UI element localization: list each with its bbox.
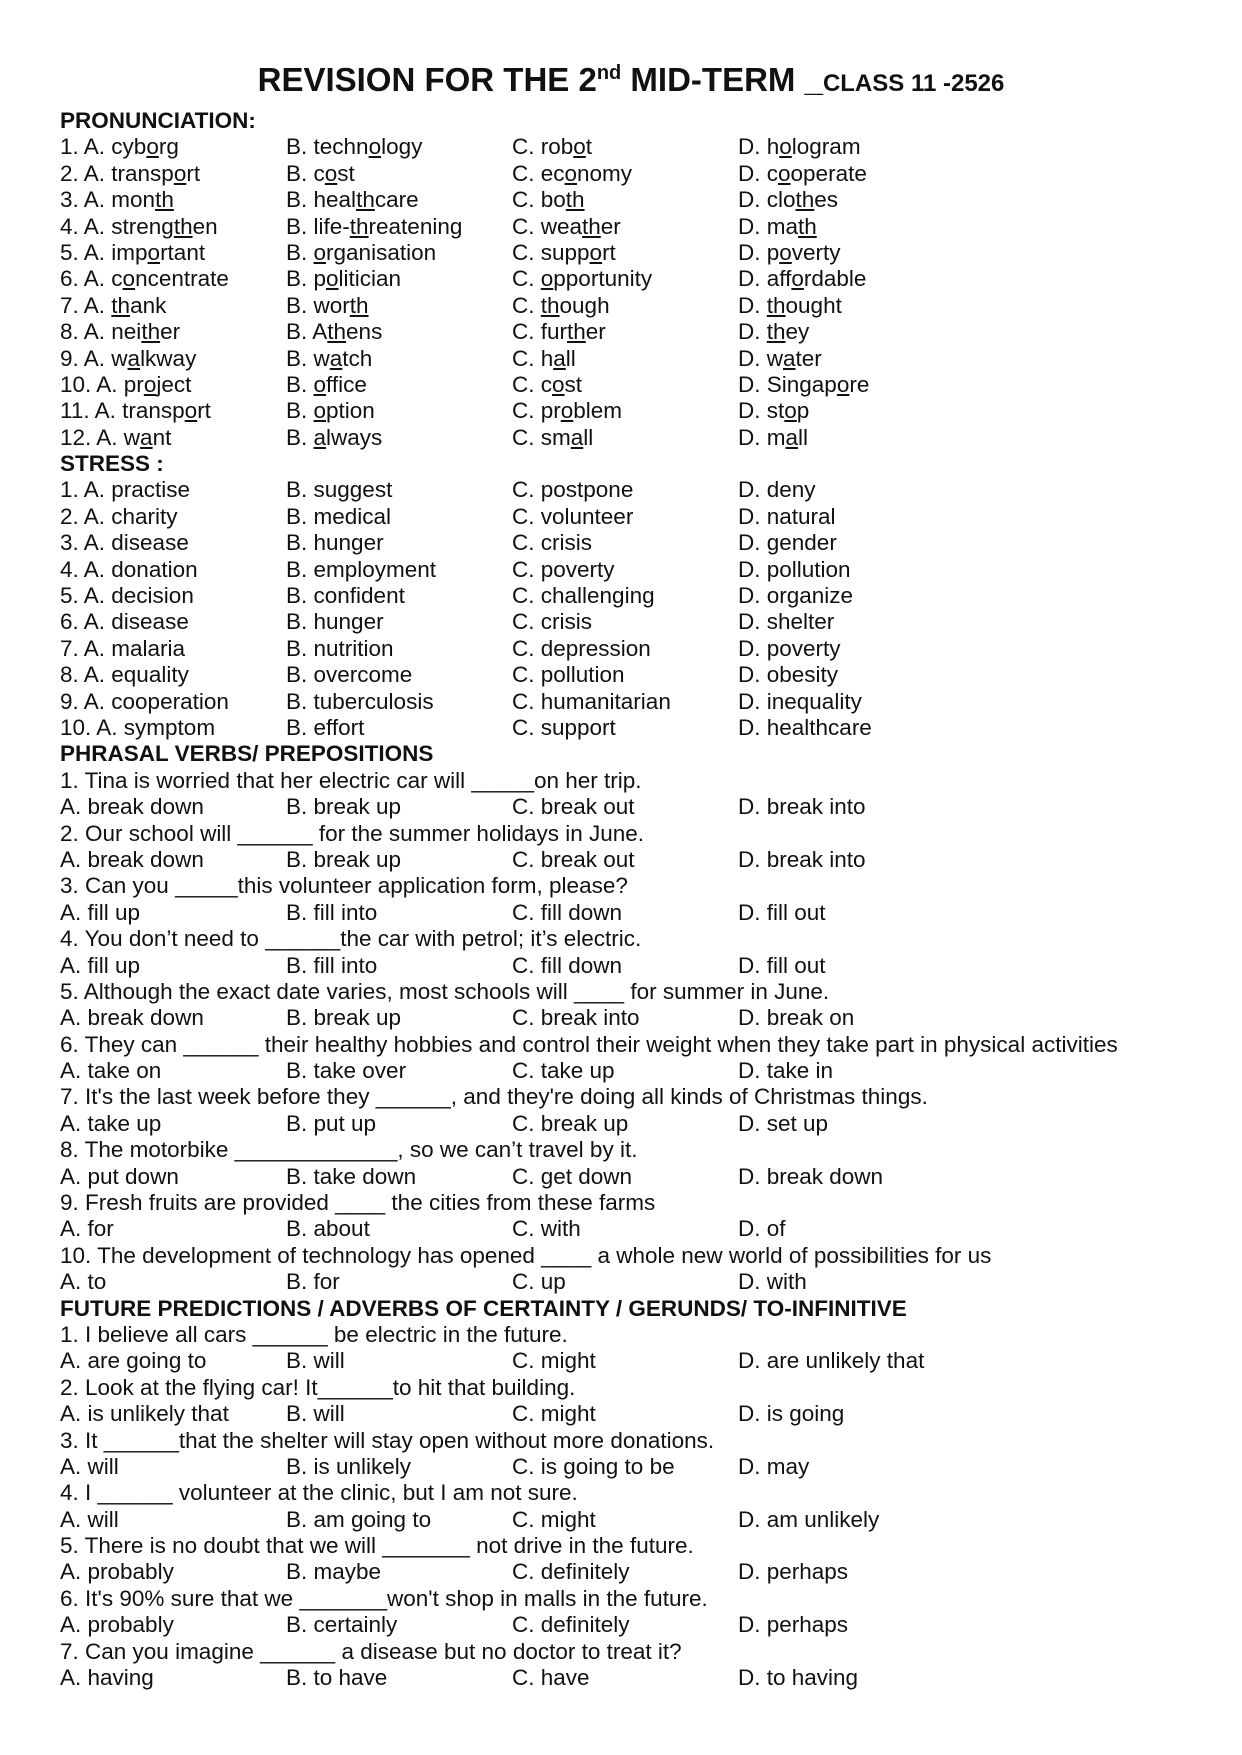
- options-row: [60, 1454, 1202, 1480]
- option: C. up: [512, 1269, 566, 1295]
- option: A. fill up: [60, 952, 141, 978]
- option: C. volunteer: [512, 503, 634, 529]
- option: C. though: [512, 292, 610, 318]
- option: D. is going: [738, 1401, 845, 1427]
- option: C. crisis: [512, 530, 592, 556]
- options-row: [60, 1348, 1202, 1374]
- question-text: 2. Look at the flying car! It______to hit that building.: [60, 1374, 576, 1400]
- option: B. will: [286, 1348, 345, 1374]
- options-row: [60, 953, 1202, 979]
- option: C. break out: [512, 794, 635, 820]
- option: D. healthcare: [738, 714, 872, 740]
- options-row: [60, 1005, 1202, 1031]
- title-main: REVISION FOR THE 2: [257, 61, 597, 98]
- options-row: [60, 372, 1202, 398]
- option: D. shelter: [738, 609, 835, 635]
- option: B. employment: [286, 556, 437, 582]
- options-row: [60, 477, 1202, 503]
- option: C. support: [512, 239, 616, 265]
- option: B. take down: [286, 1163, 417, 1189]
- option: A. will: [60, 1453, 119, 1479]
- underlined-letters: th: [565, 187, 585, 213]
- option: A. put down: [60, 1163, 179, 1189]
- options-row: [60, 1111, 1202, 1137]
- option: C. small: [512, 424, 594, 450]
- option: D. gender: [738, 530, 837, 556]
- option: A. break down: [60, 1005, 204, 1031]
- option: C. fill down: [512, 952, 623, 978]
- underlined-letters: o: [147, 239, 161, 265]
- option: C. is going to be: [512, 1453, 675, 1479]
- option: D. they: [738, 319, 810, 345]
- option: 11. A. transport: [60, 398, 211, 424]
- underlined-letters: th: [766, 319, 786, 345]
- option: B. am going to: [286, 1506, 432, 1532]
- option: D. organize: [738, 583, 854, 609]
- option: D. take in: [738, 1058, 834, 1084]
- option: B. about: [286, 1216, 370, 1242]
- option: A. take up: [60, 1110, 162, 1136]
- option: C. might: [512, 1506, 596, 1532]
- underlined-letters: a: [127, 345, 141, 371]
- underlined-letters: th: [141, 319, 161, 345]
- underlined-letters: o: [368, 134, 382, 160]
- underlined-letters: th: [798, 213, 817, 239]
- option: B. life-threatening: [286, 213, 463, 239]
- options-row: [60, 715, 1202, 741]
- question-text: 10. The development of technology has opened ____ a whole new world of possibilities for us: [60, 1242, 992, 1268]
- option: B. politician: [286, 266, 402, 292]
- option: C. problem: [512, 398, 623, 424]
- option: C. break out: [512, 846, 635, 872]
- option: D. stop: [738, 398, 810, 424]
- option: B. fill into: [286, 899, 378, 925]
- option: C. pollution: [512, 662, 625, 688]
- option: C. cost: [512, 371, 583, 397]
- option: D. of: [738, 1216, 786, 1242]
- option: B. for: [286, 1269, 340, 1295]
- question-text: 5. There is no doubt that we will _______ not drive in the future.: [60, 1533, 694, 1559]
- option: B. technology: [286, 134, 423, 160]
- option: A. probably: [60, 1559, 174, 1585]
- underlined-letters: th: [540, 292, 560, 318]
- option: D. perhaps: [738, 1612, 849, 1638]
- option: C. with: [512, 1216, 581, 1242]
- option: A. having: [60, 1665, 154, 1691]
- underlined-letters: th: [356, 187, 375, 213]
- options-row: [60, 293, 1202, 319]
- underlined-letters: o: [560, 398, 574, 424]
- underlined-letters: o: [552, 371, 565, 397]
- page-title: [60, 56, 1202, 108]
- underlined-letters: a: [570, 424, 584, 450]
- option: B. overcome: [286, 662, 413, 688]
- question-text: 8. The motorbike _____________, so we can’t travel by it.: [60, 1137, 638, 1163]
- option: B. organisation: [286, 239, 437, 265]
- option: 8. A. equality: [60, 662, 189, 688]
- option: A. fill up: [60, 899, 141, 925]
- option: B. suggest: [286, 477, 393, 503]
- underlined-letters: a: [785, 424, 799, 450]
- underlined-letters: th: [766, 292, 786, 318]
- option: D. break on: [738, 1005, 855, 1031]
- option: C. support: [512, 714, 616, 740]
- question-text: 6. They can ______ their healthy hobbies and control their weight when they take part in physical activities: [60, 1031, 1118, 1057]
- options-row: [60, 187, 1202, 213]
- stress-list: [60, 477, 1202, 741]
- options-row: [60, 504, 1202, 530]
- option: D. break down: [738, 1163, 884, 1189]
- options-row: [60, 266, 1202, 292]
- option: D. mall: [738, 424, 809, 450]
- question-text: 1. Tina is worried that her electric car will _____on her trip.: [60, 767, 642, 793]
- underlined-letters: o: [143, 371, 157, 397]
- title-class: CLASS 11 -2526: [822, 70, 1005, 97]
- underlined-letters: o: [313, 239, 327, 265]
- option: D. set up: [738, 1110, 829, 1136]
- question-text: 9. Fresh fruits are provided ____ the cities from these farms: [60, 1190, 656, 1216]
- underlined-letters: o: [122, 266, 136, 292]
- options-row: [60, 1216, 1202, 1242]
- section-heading-future: FUTURE PREDICTIONS / ADVERBS OF CERTAINTY / GERUNDS/ TO-INFINITIVE: [60, 1295, 907, 1321]
- option: A. will: [60, 1506, 119, 1532]
- option: D. Singapore: [738, 371, 870, 397]
- options-row: [60, 1164, 1202, 1190]
- option: C. might: [512, 1348, 596, 1374]
- option: B. worth: [286, 292, 369, 318]
- option: 3. A. month: [60, 187, 174, 213]
- underlined-letters: o: [784, 398, 797, 424]
- option: C. challenging: [512, 583, 655, 609]
- underlined-letters: o: [836, 371, 850, 397]
- option: B. nutrition: [286, 635, 394, 661]
- option: C. fill down: [512, 899, 623, 925]
- options-row: [60, 1269, 1202, 1295]
- option: B. hunger: [286, 609, 384, 635]
- title-superscript: nd: [596, 62, 622, 84]
- option: C. definitely: [512, 1612, 630, 1638]
- option: C. break into: [512, 1005, 640, 1031]
- option: B. certainly: [286, 1612, 398, 1638]
- option: D. may: [738, 1453, 810, 1479]
- option: C. depression: [512, 635, 651, 661]
- option: 9. A. walkway: [60, 345, 197, 371]
- option: D. to having: [738, 1665, 859, 1691]
- option: D. pollution: [738, 556, 851, 582]
- option: B. Athens: [286, 319, 383, 345]
- option: 10. A. project: [60, 371, 192, 397]
- option: B. confident: [286, 583, 405, 609]
- section-heading-phrasal: PHRASAL VERBS/ PREPOSITIONS: [60, 741, 434, 767]
- option: 6. A. concentrate: [60, 266, 229, 292]
- underlined-letters: o: [589, 239, 603, 265]
- options-row: [60, 1401, 1202, 1427]
- option: D. affordable: [738, 266, 867, 292]
- option: B. hunger: [286, 530, 384, 556]
- options-row: [60, 794, 1202, 820]
- option: 7. A. malaria: [60, 635, 186, 661]
- option: B. office: [286, 371, 367, 397]
- underlined-letters: o: [184, 398, 198, 424]
- option: D. poverty: [738, 239, 841, 265]
- option: 3. A. disease: [60, 530, 189, 556]
- question-text: 1. I believe all cars ______ be electric in the future.: [60, 1321, 568, 1347]
- question-text: 6. It's 90% sure that we _______won't shop in malls in the future.: [60, 1585, 708, 1611]
- question-text: 7. Can you imagine ______ a disease but no doctor to treat it?: [60, 1638, 682, 1664]
- option: 1. A. practise: [60, 477, 191, 503]
- underlined-letters: a: [329, 345, 343, 371]
- option: B. maybe: [286, 1559, 382, 1585]
- options-row: [60, 530, 1202, 556]
- underlined-letters: o: [313, 371, 327, 397]
- option: B. will: [286, 1401, 345, 1427]
- option: 10. A. symptom: [60, 714, 216, 740]
- option: D. with: [738, 1269, 807, 1295]
- underlined-letters: th: [795, 187, 815, 213]
- underlined-letters: o: [146, 134, 159, 160]
- option: C. both: [512, 187, 585, 213]
- underlined-letters: a: [783, 345, 796, 371]
- option: C. take up: [512, 1058, 615, 1084]
- underlined-letters: a: [313, 424, 327, 450]
- option: D. hologram: [738, 134, 861, 160]
- option: 9. A. cooperation: [60, 688, 229, 714]
- option: 7. A. thank: [60, 292, 167, 318]
- underlined-letters: o: [540, 266, 554, 292]
- underlined-letters: o: [324, 160, 338, 186]
- option: B. medical: [286, 503, 392, 529]
- underlined-letters: a: [140, 424, 153, 450]
- underlined-letters: o: [791, 266, 804, 292]
- underlined-letters: th: [155, 187, 174, 213]
- option: D. fill out: [738, 952, 826, 978]
- option: A. for: [60, 1216, 114, 1242]
- option: C. postpone: [512, 477, 634, 503]
- option: C. hall: [512, 345, 576, 371]
- underlined-letters: th: [349, 292, 369, 318]
- section-heading-pronunciation: PRONUNCIATION:: [60, 108, 256, 133]
- option: D. cooperate: [738, 160, 867, 186]
- option: 5. A. decision: [60, 583, 194, 609]
- option: B. watch: [286, 345, 373, 371]
- option: C. definitely: [512, 1559, 630, 1585]
- option: D. perhaps: [738, 1559, 849, 1585]
- options-row: [60, 1612, 1202, 1638]
- options-row: [60, 134, 1202, 160]
- option: A. are going to: [60, 1348, 207, 1374]
- option: D. break into: [738, 846, 866, 872]
- underlined-letters: o: [313, 398, 327, 424]
- option: 2. A. transport: [60, 160, 201, 186]
- option: B. healthcare: [286, 187, 419, 213]
- option: 4. A. donation: [60, 556, 198, 582]
- underlined-letters: o: [778, 160, 791, 186]
- options-row: [60, 319, 1202, 345]
- options-row: [60, 1507, 1202, 1533]
- option: B. break up: [286, 846, 402, 872]
- option: 5. A. important: [60, 239, 206, 265]
- option: C. crisis: [512, 609, 592, 635]
- options-row: [60, 583, 1202, 609]
- option: 1. A. cyborg: [60, 134, 179, 160]
- option: C. break up: [512, 1110, 629, 1136]
- option: C. weather: [512, 213, 621, 239]
- underlined-letters: th: [567, 319, 586, 345]
- option: B. effort: [286, 714, 365, 740]
- underlined-letters: o: [779, 134, 792, 160]
- option: C. might: [512, 1401, 596, 1427]
- options-row: [60, 1058, 1202, 1084]
- question-text: 4. You don’t need to ______the car with petrol; it’s electric.: [60, 926, 642, 952]
- title-rest: MID-TERM _: [621, 61, 823, 98]
- option: A. probably: [60, 1612, 174, 1638]
- option: D. water: [738, 345, 822, 371]
- pronunciation-list: [60, 134, 1202, 451]
- option: C. economy: [512, 160, 633, 186]
- option: A. break down: [60, 846, 204, 872]
- underlined-letters: th: [173, 213, 193, 239]
- option: C. humanitarian: [512, 688, 671, 714]
- option: D. break into: [738, 794, 866, 820]
- underlined-letters: o: [779, 239, 792, 265]
- question-text: 7. It's the last week before they ______, and they're doing all kinds of Christmas things.: [60, 1084, 928, 1110]
- options-row: [60, 689, 1202, 715]
- option: 8. A. neither: [60, 319, 181, 345]
- option: B. cost: [286, 160, 355, 186]
- option: 12. A. want: [60, 424, 172, 450]
- option: B. fill into: [286, 952, 378, 978]
- option: D. inequality: [738, 688, 862, 714]
- question-text: 2. Our school will ______ for the summer holidays in June.: [60, 820, 645, 846]
- option: C. robot: [512, 134, 593, 160]
- option: D. poverty: [738, 635, 841, 661]
- options-row: [60, 636, 1202, 662]
- question-text: 4. I ______ volunteer at the clinic, but I am not sure.: [60, 1480, 578, 1506]
- options-row: [60, 214, 1202, 240]
- options-row: [60, 847, 1202, 873]
- option: A. take on: [60, 1058, 162, 1084]
- option: D. obesity: [738, 662, 839, 688]
- option: C. poverty: [512, 556, 615, 582]
- option: D. fill out: [738, 899, 826, 925]
- option: D. thought: [738, 292, 842, 318]
- option: D. deny: [738, 477, 816, 503]
- question-text: 3. Can you _____this volunteer application form, please?: [60, 873, 628, 899]
- option: 4. A. strengthen: [60, 213, 218, 239]
- option: B. take over: [286, 1058, 407, 1084]
- underlined-letters: th: [327, 319, 347, 345]
- option: B. tuberculosis: [286, 688, 434, 714]
- question-text: 5. Although the exact date varies, most schools will ____ for summer in June.: [60, 978, 830, 1004]
- options-row: [60, 398, 1202, 424]
- option: B. break up: [286, 794, 402, 820]
- option: D. am unlikely: [738, 1506, 880, 1532]
- option: C. further: [512, 319, 606, 345]
- option: B. is unlikely: [286, 1453, 412, 1479]
- option: D. natural: [738, 503, 836, 529]
- underlined-letters: th: [582, 213, 601, 239]
- option: A. is unlikely that: [60, 1401, 229, 1427]
- option: C. have: [512, 1665, 590, 1691]
- option: B. to have: [286, 1665, 388, 1691]
- option: D. are unlikely that: [738, 1348, 925, 1374]
- option: 2. A. charity: [60, 503, 178, 529]
- option: B. put up: [286, 1110, 377, 1136]
- option: D. math: [738, 213, 817, 239]
- future-list: [60, 1322, 1202, 1691]
- underlined-letters: o: [173, 160, 187, 186]
- options-row: [60, 346, 1202, 372]
- options-row: [60, 425, 1202, 451]
- option: B. break up: [286, 1005, 402, 1031]
- underlined-letters: o: [564, 160, 578, 186]
- options-row: [60, 1559, 1202, 1585]
- option: D. clothes: [738, 187, 839, 213]
- options-row: [60, 662, 1202, 688]
- option: C. get down: [512, 1163, 633, 1189]
- option: C. opportunity: [512, 266, 653, 292]
- option: B. always: [286, 424, 383, 450]
- phrasal-list: [60, 768, 1202, 1296]
- options-row: [60, 900, 1202, 926]
- underlined-letters: th: [111, 292, 131, 318]
- underlined-letters: o: [326, 266, 339, 292]
- section-heading-stress: STRESS :: [60, 451, 164, 477]
- underlined-letters: o: [573, 134, 586, 160]
- options-row: [60, 1665, 1202, 1691]
- underlined-letters: th: [349, 213, 369, 239]
- option: 6. A. disease: [60, 609, 189, 635]
- option: A. break down: [60, 794, 204, 820]
- option: B. option: [286, 398, 375, 424]
- options-row: [60, 240, 1202, 266]
- options-row: [60, 557, 1202, 583]
- options-row: [60, 609, 1202, 635]
- underlined-letters: a: [553, 345, 566, 371]
- question-text: 3. It ______that the shelter will stay open without more donations.: [60, 1427, 715, 1453]
- option: A. to: [60, 1269, 107, 1295]
- options-row: [60, 161, 1202, 187]
